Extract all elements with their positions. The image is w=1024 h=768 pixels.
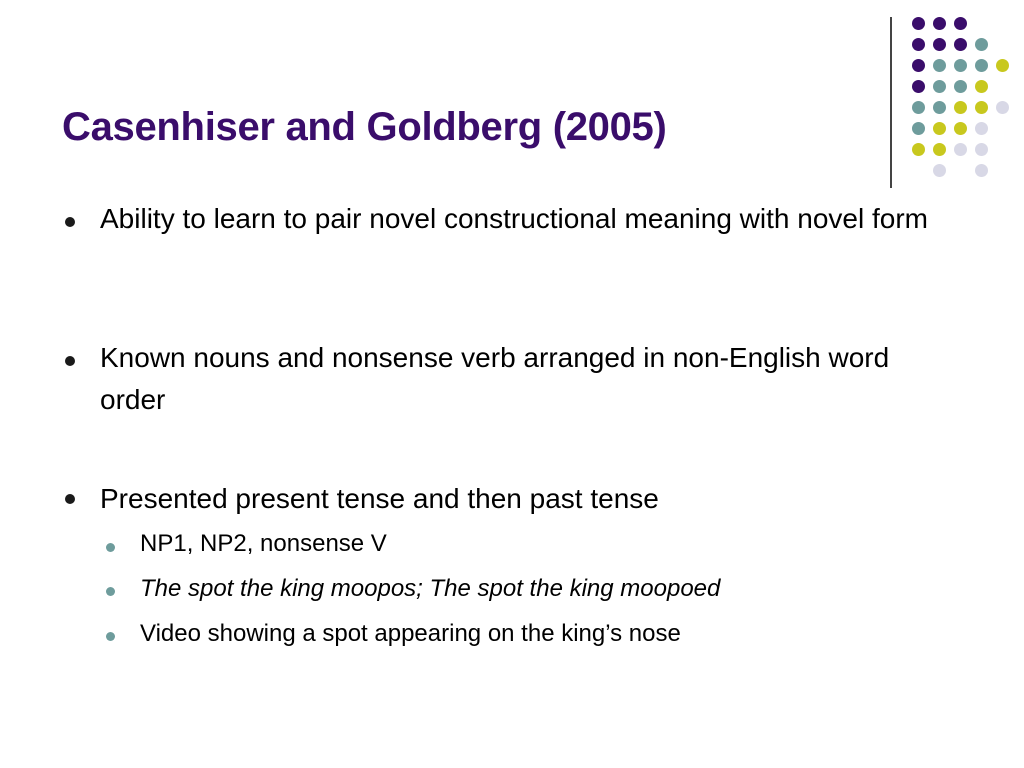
decorative-dot — [954, 17, 967, 30]
decorative-dot — [912, 143, 925, 156]
decorative-dot — [933, 122, 946, 135]
bullet-marker — [65, 217, 75, 227]
decorative-dot — [933, 143, 946, 156]
decorative-dot — [912, 101, 925, 114]
sub-bullet-marker — [106, 587, 115, 596]
bullet-item: Known nouns and nonsense verb arranged in non-English word order — [100, 342, 890, 415]
bullet-marker — [65, 356, 75, 366]
decorative-dot — [933, 80, 946, 93]
bullet-marker — [65, 494, 75, 504]
decorative-dot — [975, 80, 988, 93]
slide-title: Casenhiser and Goldberg (2005) — [62, 105, 667, 149]
decorative-dot — [912, 38, 925, 51]
sub-bullet-marker — [106, 632, 115, 641]
decorative-dot — [975, 143, 988, 156]
decorative-dot — [954, 143, 967, 156]
sub-bullet-marker — [106, 543, 115, 552]
decorative-dot — [912, 80, 925, 93]
bullet-item: Ability to learn to pair novel constructional meaning with novel form — [100, 203, 928, 234]
bullet-item: Presented present tense and then past tense — [100, 483, 659, 514]
decorative-dot — [933, 38, 946, 51]
vertical-divider — [890, 17, 892, 188]
decorative-dot — [912, 17, 925, 30]
decorative-dot — [933, 164, 946, 177]
decorative-dot — [954, 59, 967, 72]
decorative-dot — [975, 59, 988, 72]
decorative-dot — [954, 122, 967, 135]
decorative-dot — [975, 164, 988, 177]
sub-bullet-item: The spot the king moopos; The spot the king moopoed — [140, 575, 721, 602]
decorative-dot — [912, 122, 925, 135]
decorative-dot — [996, 59, 1009, 72]
sub-bullet-item: Video showing a spot appearing on the king’s nose — [140, 620, 681, 647]
decorative-dot — [912, 59, 925, 72]
decorative-dot — [954, 38, 967, 51]
decorative-dot — [933, 17, 946, 30]
decorative-dot — [975, 101, 988, 114]
decorative-dot — [975, 122, 988, 135]
decorative-dot — [933, 101, 946, 114]
decorative-dot — [954, 101, 967, 114]
decorative-dot — [975, 38, 988, 51]
sub-bullet-item: NP1, NP2, nonsense V — [140, 530, 387, 557]
decorative-dot — [954, 80, 967, 93]
decorative-dot — [996, 101, 1009, 114]
decorative-dot — [933, 59, 946, 72]
